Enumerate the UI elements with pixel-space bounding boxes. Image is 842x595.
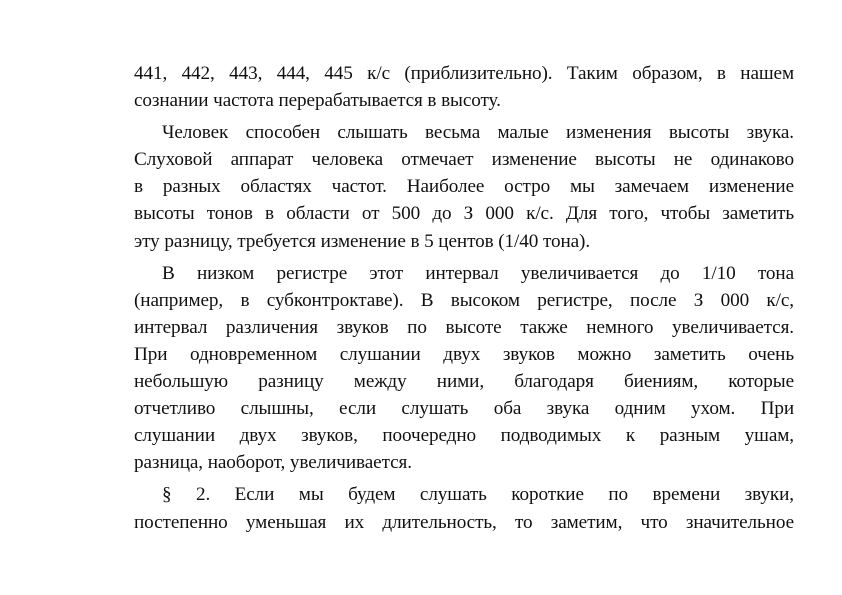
paragraph-line: В низком регистре этот интервал увеличивается до 1/10 тона	[162, 262, 794, 284]
paragraph-line: При одновременном слушании двух звуков можно заметить очень	[134, 343, 794, 365]
paragraph-1	[134, 60, 794, 114]
paragraph-line: Человек способен слышать весьма малые изменения высоты звука.	[162, 122, 794, 144]
paragraph-line: постепенно уменьшая их длительность, то заметим, что значительное	[134, 511, 794, 533]
paragraph-line: в разных областях частот. Наиболее остро мы замечаем изменение	[134, 176, 794, 198]
paragraph-line: небольшую разницу между ними, благодаря биениям, которые	[134, 371, 794, 393]
document-body	[134, 60, 794, 536]
paragraph-3	[134, 260, 794, 477]
paragraph-4	[134, 481, 794, 535]
paragraph-line: эту разницу, требуется изменение в 5 центов (1/40 тона).	[134, 230, 591, 252]
paragraph-line: § 2. Если мы будем слушать короткие по времени звуки,	[162, 484, 794, 506]
paragraph-line: (например, в субконтроктаве). В высоком регистре, после З 000 к/с,	[134, 289, 794, 311]
paragraph-line: 441, 442, 443, 444, 445 к/с (приблизительно). Таким образом, в нашем	[134, 63, 794, 84]
paragraph-line: интервал различения звуков по высоте также немного увеличивается.	[134, 316, 794, 338]
paragraph-line: разница, наоборот, увеличивается.	[134, 452, 412, 474]
paragraph-line: высоты тонов в области от 500 до З 000 к/с. Для того, чтобы заметить	[134, 203, 794, 225]
paragraph-line: слушании двух звуков, поочередно подводимых к разным ушам,	[134, 425, 794, 447]
paragraph-line: сознании частота перерабатывается в высоту.	[134, 90, 501, 112]
paragraph-line: отчетливо слышны, если слушать оба звука одним ухом. При	[134, 398, 794, 420]
paragraph-2	[134, 119, 794, 254]
paragraph-line: Слуховой аппарат человека отмечает изменение высоты не одинаково	[134, 149, 794, 171]
